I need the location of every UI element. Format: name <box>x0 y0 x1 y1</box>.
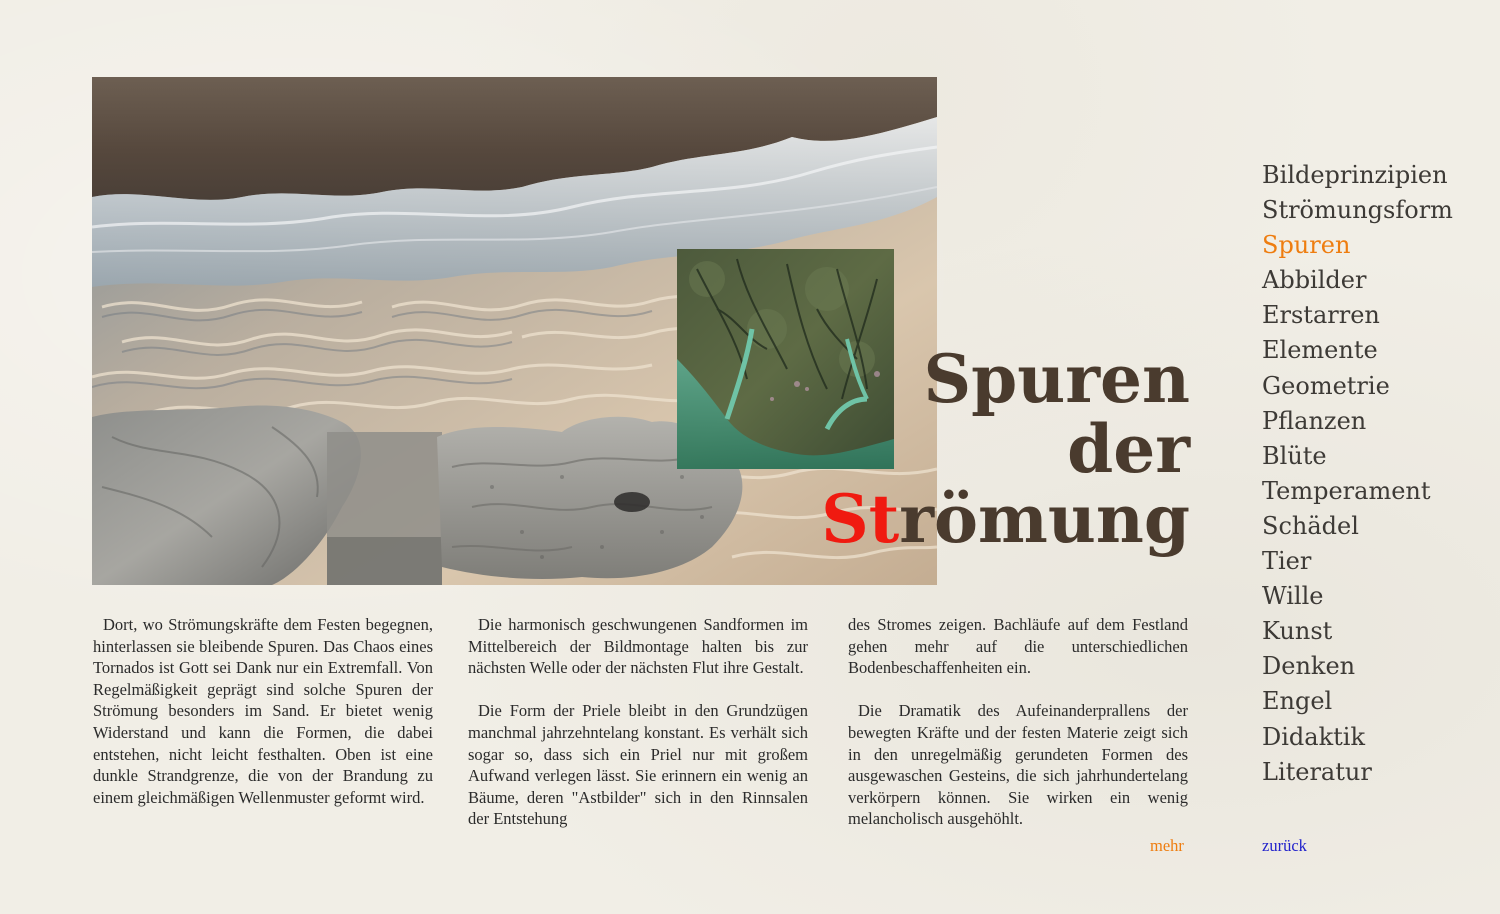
paragraph: Die Dramatik des Aufeinanderprallens der bewegten Kräfte und der festen Materie zeigt sich in den unregelmäßig gerundeten Formen des ausgewaschen Gesteins, die sich jahrhundertelang verkörpern können. Sie wirken ein wenig melancholisch ausgehöhlt. <box>848 701 1188 829</box>
title-accent-letters: St <box>821 480 900 558</box>
nav-item-engel[interactable]: Engel <box>1262 687 1333 716</box>
nav-item-abbilder[interactable]: Abbilder <box>1262 266 1367 295</box>
title-line-1: Spuren <box>923 340 1190 418</box>
nav-item-didaktik[interactable]: Didaktik <box>1262 722 1365 751</box>
paragraph: des Stromes zeigen. Bachläufe auf dem Festland gehen mehr auf die unterschiedlichen Bodenbeschaffenheiten ein. <box>848 615 1188 678</box>
nav-item-stroemungsform[interactable]: Strömungsform <box>1262 196 1453 225</box>
nav-item-elemente[interactable]: Elemente <box>1262 336 1378 365</box>
nav-item-tier[interactable]: Tier <box>1262 547 1312 576</box>
nav-item-literatur[interactable]: Literatur <box>1262 757 1372 786</box>
more-link[interactable]: mehr <box>1150 836 1184 855</box>
nav-item-schaedel[interactable]: Schädel <box>1262 511 1359 540</box>
chapter-navigation <box>1262 158 1453 790</box>
text-column-1 <box>93 614 433 808</box>
title-line-3 <box>821 480 1190 558</box>
nav-item-bluete[interactable]: Blüte <box>1262 441 1327 470</box>
title-line-2: der <box>1067 410 1190 488</box>
nav-item-geometrie[interactable]: Geometrie <box>1262 371 1390 400</box>
nav-item-denken[interactable]: Denken <box>1262 652 1356 681</box>
text-column-2 <box>468 614 808 830</box>
nav-item-spuren[interactable]: Spuren <box>1262 231 1351 260</box>
nav-item-bildeprinzipien[interactable]: Bildeprinzipien <box>1262 161 1448 189</box>
paragraph: Die Form der Priele bleibt in den Grundzügen manchmal jahrzehntelang konstant. Es verhält sich sogar so, dass sich ein Priel nur mit großem Aufwand verlegen lässt. Sie erinnern ein wenig an Bäume, deren "Astbilder" sich in den Rinnsalen der Entstehung <box>468 701 808 829</box>
page-title <box>821 340 1190 558</box>
nav-item-wille[interactable]: Wille <box>1262 582 1324 611</box>
nav-item-erstarren[interactable]: Erstarren <box>1262 301 1380 330</box>
sand-collage-image <box>92 77 937 585</box>
paragraph: Die harmonisch geschwungenen Sandformen im Mittelbereich der Bildmontage halten bis zur nächsten Welle oder der nächsten Flut ihre Gestalt. <box>468 615 808 678</box>
nav-item-kunst[interactable]: Kunst <box>1262 617 1333 646</box>
paragraph: Dort, wo Strömungskräfte dem Festen begegnen, hinterlassen sie bleibende Spuren. Das Chaos eines Tornados ist Gott sei Dank nur ein Extremfall. Von Regelmäßigkeit geprägt sind solche Spuren der Strömung besonders im Sand. Er bietet wenig Widerstand und kann die Formen, die dabei entstehen, nicht leicht festhalten. Oben ist eine dunkle Strandgrenze, die von der Brandung zu einem gleichmäßigen Wellenmuster geformt wird. <box>93 615 433 807</box>
title-line-3-rest: römung <box>899 480 1190 558</box>
nav-item-pflanzen[interactable]: Pflanzen <box>1262 406 1367 435</box>
nav-item-temperament[interactable]: Temperament <box>1262 476 1431 505</box>
text-column-3 <box>848 614 1188 830</box>
back-link[interactable]: zurück <box>1262 836 1307 855</box>
